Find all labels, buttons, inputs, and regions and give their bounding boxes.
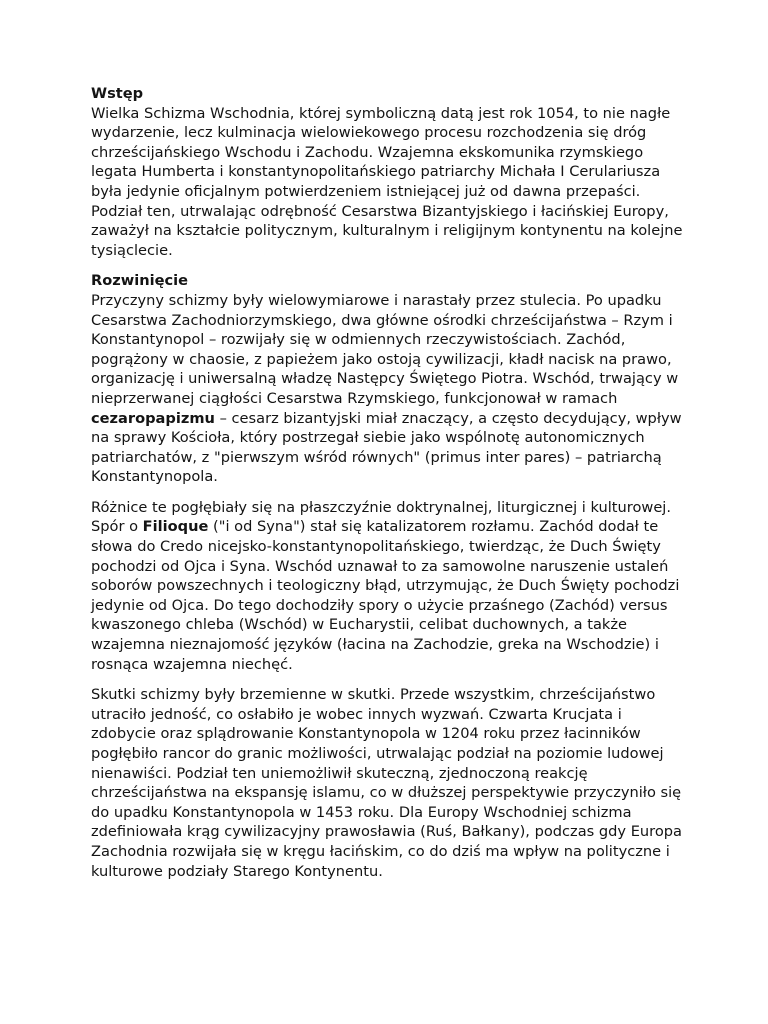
intro-paragraph: Wielka Schizma Wschodnia, której symboliczną datą jest rok 1054, to nie nagłe wydarzenie, lecz kulminacja wielowiekowego procesu rozchodzenia się dróg chrześcijańskiego Wschodu i Zachodu. Wzajemna ekskomunika rzymskiego legata Humberta i konstantynopolitańskiego patriarchy Michała I Cerulariusza była jedynie oficjalnym potwierdzeniem istniejącej już od dawna przepaści. Podział ten, utrwalając odrębność Cesarstwa Bizantyjskiego i łacińskiej Europy, zaważył na kształcie politycznym, kulturalnym i religijnym kontynentu na kolejne tysiąclecie. <box>91 104 683 259</box>
p2-text-start: Różnice te pogłębiały się na płaszczyźnie doktrynalnej, liturgicznej i kulturowej. Spór o <box>91 498 671 536</box>
body-paragraph-3: Skutki schizmy były brzemienne w skutki. Przede wszystkim, chrześcijaństwo utraciło jedność, co osłabiło je wobec innych wyzwań. Czwarta Krucjata i zdobycie oraz splądrowanie Konstantynopola w 1204 roku przez łacinników pogłębiło rancor do granic możliwości, utrwalając podział na poziomie ludowej nienawiści. Podział ten uniemożliwił skuteczną, zjednoczoną reakcję chrześcijaństwa na ekspansję islamu, co w dłuższej perspektywie przyczyniło się do upadku Konstantynopola w 1453 roku. Dla Europy Wschodniej schizma zdefiniowała krąg cywilizacyjny prawosławia (Ruś, Bałkany), podczas gdy Europa Zachodnia rozwijała się w kręgu łacińskim, co do dziś ma wpływ na polityczne i kulturowe podziały Starego Kontynentu. <box>91 686 682 880</box>
body-heading: Rozwinięcie <box>91 272 189 290</box>
paragraph-spacer <box>91 487 691 498</box>
p2-text-end: ("i od Syna") stał się katalizatorem rozłamu. Zachód dodał te słowa do Credo nicejsko-konstantynopolitańskiego, twierdząc, że Duch Święty pochodzi od Ojca i Syna. Wschód uznawał to za samowolne naruszenie ustaleń soborów powszechnych i teologiczny błąd, utrzymując, że Duch Święty pochodzi jedynie od Ojca. Do tego dochodziły spory o użycie przaśnego (Zachód) versus kwaszonego chleba (Wschód) w Eucharystii, celibat duchownych, a także wzajemna nieznajomość języków (łacina na Zachodzie, greka na Wschodzie) i rosnąca wzajemna niechęć. <box>91 518 680 673</box>
body-paragraph-2 <box>91 498 691 674</box>
paragraph-spacer <box>91 674 691 685</box>
p1-text-start: Przyczyny schizmy były wielowymiarowe i narastały przez stulecia. Po upadku Cesarstwa Zachodniorzymskiego, dwa główne ośrodki chrześcijaństwa – Rzym i Konstantynopol – rozwijały się w odmiennych rzeczywistościach. Zachód, pogrążony w chaosie, z papieżem jako ostoją cywilizacji, kładł nacisk na prawo, organizację i uniwersalną władzę Następcy Świętego Piotra. Wschód, trwający w nieprzerwanej ciągłości Cesarstwa Rzymskiego, funkcjonował w ramach <box>91 291 679 407</box>
p1-bold-term: cezaropapizmu <box>91 409 215 427</box>
body-paragraph-1 <box>91 291 691 487</box>
p1-text-end: – cesarz bizantyjski miał znaczący, a często decydujący, wpływ na sprawy Kościoła, który postrzegał siebie jako wspólnotę autonomicznych patriarchatów, z "pierwszym wśród równych" (primus inter pares) – patriarchą Konstantynopola. <box>91 409 682 486</box>
document-page <box>91 84 691 881</box>
intro-heading: Wstęp <box>91 85 144 102</box>
p2-bold-term: Filioque <box>142 518 209 536</box>
section-spacer <box>91 260 691 271</box>
